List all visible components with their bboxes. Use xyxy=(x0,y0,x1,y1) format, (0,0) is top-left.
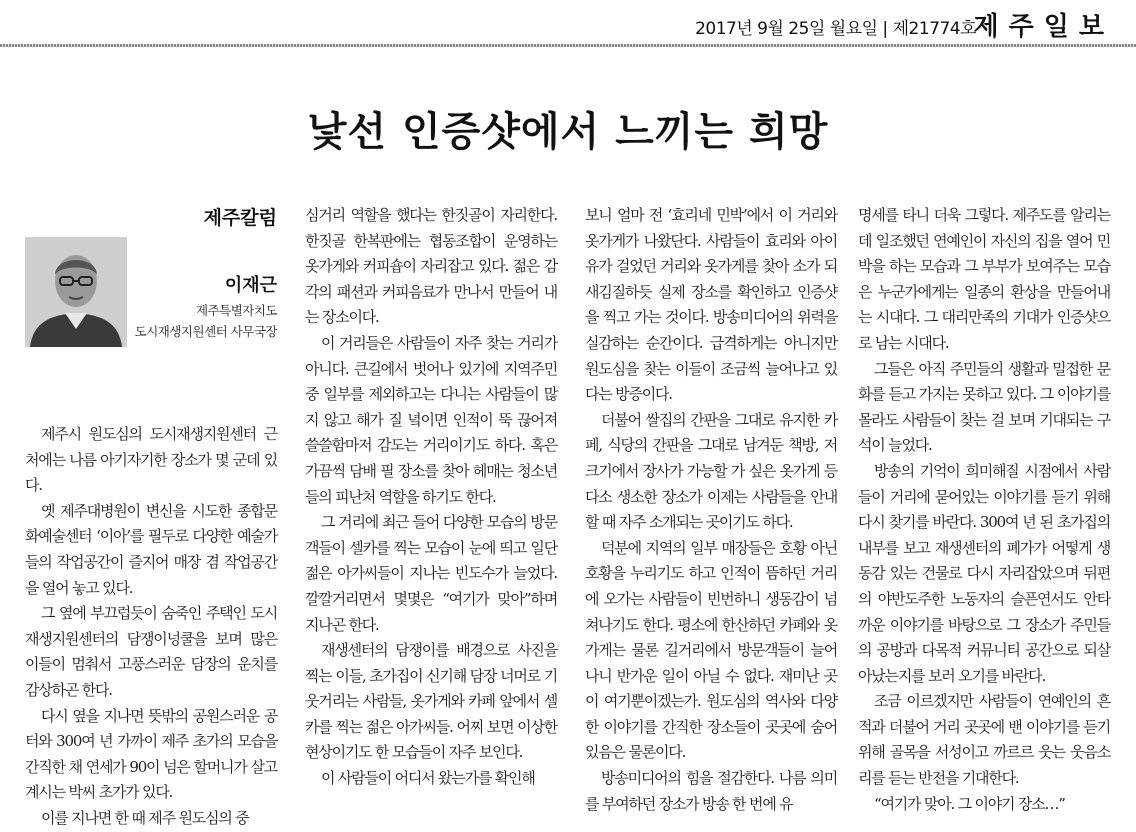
article-column-2 xyxy=(305,203,557,792)
paragraph: 이 사람들이 어디서 왔는가를 확인해 xyxy=(321,769,535,788)
paragraph: “여기가 맞아. 그 이야기 장소…” xyxy=(874,794,1065,813)
author-name: 이재근 xyxy=(224,275,277,296)
paragraph: 그들은 아직 주민들의 생활과 밀접한 문화를 듣고 가지는 못하고 있다. 그 이야기를 몰라도 사람들이 찾는 걸 보며 기대되는 구석이 늘었다. xyxy=(858,359,1110,455)
author-portrait-icon xyxy=(25,237,127,347)
paragraph: 심거리 역할을 했다는 한짓골이 자리한다. 한짓골 한복판에는 협동조합이 운영하는 옷가게와 커피숍이 자리잡고 있다. 젊은 감각의 패션과 커피음료가 만나서 만들어 내는 장소이다. xyxy=(305,206,557,327)
paragraph: 명세를 타니 더욱 그렇다. 제주도를 알리는데 일조했던 연예인이 자신의 집을 열어 민박을 하는 모습과 그 부부가 보여주는 모습은 누군가에게는 일종의 환상을 만들어내는 시대다. 그 대리만족의 기대가 인증샷으로 남는 시대다. xyxy=(858,206,1110,352)
headline: 낯선 인증샷에서 느끼는 희망 xyxy=(307,108,829,155)
paragraph: 이 거리들은 사람들이 자주 찾는 거리가 아니다. 큰길에서 벗어나 있기에 지역주민 중 일부를 제외하고는 다니는 사람들이 많지 않고 해가 질 녘이면 인적이 뚝 끊어져 쓸쓸함마저 감도는 거리이기도 하다. 혹은 가끔씩 담배 필 장소를 찾아 헤매는 청소년들의 피난처 역할을 하기도 한다. xyxy=(305,333,557,506)
article-column-3 xyxy=(585,203,837,817)
paragraph: 더불어 쌀집의 간판을 그대로 유지한 카페, 식당의 간판을 그대로 남겨둔 책방, 저 크기에서 장사가 가능할 가 싶은 옷가게 등 다소 생소한 장소가 이제는 사람들을 안내할 때 자주 소개되는 곳이기도 하다. xyxy=(585,410,837,532)
author-photo xyxy=(25,237,127,347)
paragraph: 방송의 기억이 희미해질 시점에서 사람들이 거리에 묻어있는 이야기를 듣기 위해 다시 찾기를 바란다. 300여 년 된 초가집의 내부를 보고 재생센터의 폐가가 어떻게 생동감 있는 건물로 다시 자리잡았으며 뒤편의 야반도주한 노동자의 슬픈연서도 안타까운 이야기를 바탕으로 그 장소가 주민들의 공방과 다목적 커뮤니티 공간으로 되살아났는지를 보러 오기를 바란다. xyxy=(858,461,1110,685)
paragraph: 이를 지나면 한 때 제주 원도심의 중 xyxy=(41,808,249,827)
issue-date: 2017년 9월 25일 월요일 | 제21774호 xyxy=(695,19,976,39)
column-section-label: 제주칼럼 xyxy=(203,207,277,229)
byline xyxy=(25,203,277,353)
paragraph: 다시 옆을 지나면 뜻밖의 공원스러운 공터와 300여 년 가까이 제주 초가의 모습을 간직한 채 연세가 90이 넘은 할머니가 살고 계시는 박씨 초가가 있다. xyxy=(25,706,277,802)
article-column-4 xyxy=(858,203,1110,817)
author-title-line2: 도시재생지원센터 사무국장 xyxy=(134,324,277,339)
paragraph: 그 옆에 부끄럽듯이 숨죽인 주택인 도시재생지원센터의 담쟁이넝쿨을 보며 많은 이들이 멈춰서 고풍스러운 담장의 운치를 감상하곤 한다. xyxy=(25,604,277,699)
paragraph: 제주시 원도심의 도시재생지원센터 근처에는 나름 아기자기한 장소가 몇 군데 있다. xyxy=(25,425,277,495)
header-rule xyxy=(0,44,1136,47)
paragraph: 방송미디어의 힘을 절감한다. 나름 의미를 부여하던 장소가 방송 한 번에 유 xyxy=(585,769,837,813)
author-title-line1: 제주특별자치도 xyxy=(195,303,277,318)
newspaper-name: 제주일보 xyxy=(973,12,1114,42)
article-column-1 xyxy=(25,422,277,832)
paragraph: 그 거리에 최근 들어 다양한 모습의 방문객들이 셀카를 찍는 모습이 눈에 띄고 일단 젊은 아가씨들이 지나는 빈도수가 늘었다. 깔깔거리면서 몇몇은 “여기가 맞아”하며 지나곤 한다. xyxy=(305,513,557,634)
paragraph: 재생센터의 담쟁이를 배경으로 사진을 찍는 이들, 초가집이 신기해 담장 너머로 기웃거리는 사람들, 옷가게와 카페 앞에서 셀카를 찍는 젊은 아가씨들. 어찌 보면 이상한 현상이기도 한 모습들이 자주 보인다. xyxy=(305,641,557,762)
masthead xyxy=(0,0,1136,46)
paragraph: 옛 제주대병원이 변신을 시도한 종합문화예술센터 ‘이아’를 필두로 다양한 예술가들의 작업공간이 즐지어 매장 겸 작업공간을 열어 놓고 있다. xyxy=(25,501,277,597)
paragraph: 덕분에 지역의 일부 매장들은 호황 아닌 호황을 누리기도 하고 인적이 뜸하던 거리에 오가는 사람들이 빈번하니 생동감이 넘쳐나기도 한다. 평소에 한산하던 카페와 옷가게는 물론 길거리에서 방문객들이 늘어나니 반가운 일이 아닐 수 없다. 재미난 곳이 여기뿐이겠는가. 원도심의 역사와 다양한 이야기를 간직한 장소들이 곳곳에 숨어 있음은 물론이다. xyxy=(585,538,837,762)
paragraph: 보니 얼마 전 ‘효리네 민박’에서 이 거리와 옷가게가 나왔단다. 사람들이 효리와 아이유가 걸었던 거리와 옷가게를 찾아 소가 되새김질하듯 실제 장소를 확인하고 인증샷을 찍고 가는 것이다. 방송미디어의 위력을 실감하는 순간이다. 급격하게는 아니지만 원도심을 찾는 이들이 조금씩 늘어나고 있다는 방증이다. xyxy=(585,206,837,404)
paragraph: 조금 이르겠지만 사람들이 연예인의 흔적과 더불어 거리 곳곳에 밴 이야기를 듣기 위해 골목을 서성이고 까르르 웃는 웃음소리를 듣는 반전을 기대한다. xyxy=(858,692,1110,788)
